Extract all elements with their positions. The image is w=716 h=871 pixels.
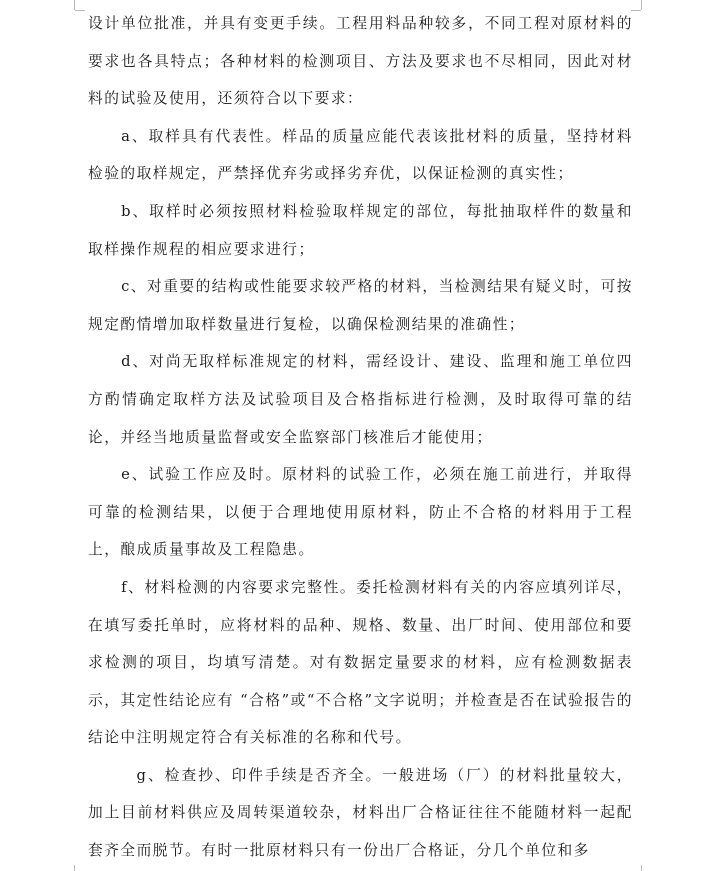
paragraph-intro: 设计单位批准，并具有变更手续。工程用料品种较多，不同工程对原材料的要求也各具特点；各种材料的检测项目、方法及要求也不尽相同，因此对材料的试验及使用，还须符合以下要求： (88, 15, 633, 108)
paragraph-item-a: a、取样具有代表性。样品的质量应能代表该批材料的质量，坚持材料检验的取样规定，严禁择优弃劣或择劣弃优，以保证检测的真实性； (88, 127, 633, 183)
document-body (88, 5, 633, 870)
paragraph-item-d: d、对尚无取样标准规定的材料，需经设计、建设、监理和施工单位四方酌情确定取样方法及试验项目及合格指标进行检测，及时取得可靠的结论，并经当地质量监督或安全监察部门核准后才能使用； (88, 353, 633, 446)
page-corner-mark-bottom-right (641, 865, 652, 871)
page-corner-mark-top-right (641, 0, 652, 10)
page-corner-mark-top-left (64, 0, 75, 10)
paragraph-item-e: e、试验工作应及时。原材料的试验工作，必须在施工前进行，并取得可靠的检测结果，以便于合理地使用原材料，防止不合格的材料用于工程上，酿成质量事故及工程隐患。 (88, 466, 633, 559)
page-corner-mark-bottom-left (64, 865, 75, 871)
paragraph-item-c: c、对重要的结构或性能要求较严格的材料，当检测结果有疑义时，可按规定酌情增加取样数量进行复检，以确保检测结果的准确性； (88, 278, 633, 333)
paragraph-item-b: b、取样时必须按照材料检验取样规定的部位，每批抽取样件的数量和取样操作规程的相应要求进行； (88, 202, 633, 258)
paragraph-item-f: f、材料检测的内容要求完整性。委托检测材料有关的内容应填列详尽，在填写委托单时，应将材料的品种、规格、数量、出厂时间、使用部位和要求检测的项目，均填写清楚。对有数据定量要求的材料，应有检测数据表示，其定性结论应有 “合格”或“不合格”文字说明；并检查是否在试验报告的结论中注明规定符合有关标准的名称和代号。 (88, 578, 633, 747)
paragraph-item-g: g、检查抄、印件手续是否齐全。一般进场（厂）的材料批量较大，加上目前材料供应及周转渠道较杂，材料出厂合格证往往不能随材料一起配套齐全而脱节。有时一批原材料只有一份出厂合格证，分几个单位和多 (88, 766, 633, 860)
